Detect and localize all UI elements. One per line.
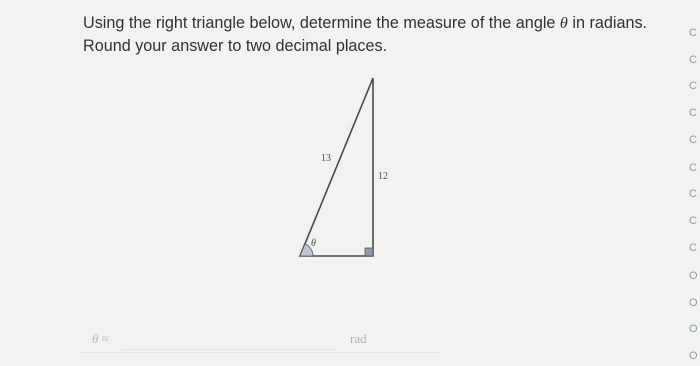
answer-input[interactable] (122, 329, 336, 350)
question-text (83, 12, 673, 58)
divider (80, 352, 440, 353)
unit-label: rad (350, 331, 367, 346)
triangle-shape (300, 78, 373, 256)
side-label: 12 (378, 171, 388, 182)
side-item[interactable]: O (689, 297, 698, 309)
side-item[interactable]: C (689, 107, 697, 119)
side-item[interactable]: C (689, 215, 697, 227)
question-text-part1: Using the right triangle below, determine the measure of the angle (83, 14, 560, 32)
side-item[interactable]: O (689, 323, 698, 335)
side-item[interactable]: C (689, 27, 697, 39)
side-item[interactable]: C (689, 188, 697, 200)
side-item[interactable]: O (689, 350, 698, 362)
side-item[interactable]: C (689, 162, 697, 174)
right-angle-marker (365, 248, 373, 256)
side-column (689, 0, 700, 366)
answer-prefix: θ ≈ (92, 331, 109, 346)
side-item[interactable]: C (689, 134, 697, 146)
theta-symbol: θ (559, 14, 568, 32)
hypotenuse-label: 13 (321, 153, 331, 164)
side-item[interactable]: C (689, 54, 697, 66)
side-item[interactable]: O (689, 270, 698, 282)
side-item[interactable]: C (689, 242, 697, 254)
question-text-part2: in radians. Round your answer to two decimal places. (83, 14, 648, 55)
side-item[interactable]: C (689, 80, 697, 92)
right-triangle-figure (293, 70, 393, 270)
angle-label: θ (311, 238, 316, 249)
